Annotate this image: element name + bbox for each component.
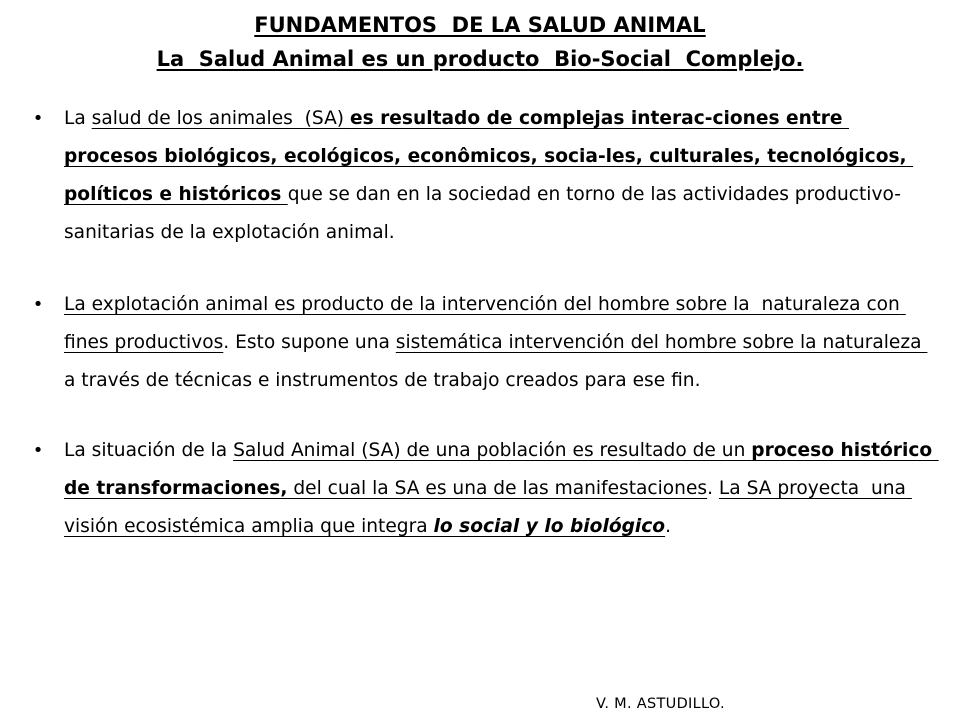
bullet3-text-underlined-2: del cual la SA es una de las manifestaciones [287, 478, 708, 499]
bullet-marker: • [32, 294, 44, 315]
bullet3-text-underlined: Salud Animal (SA) de una población es resultado de un [233, 440, 752, 461]
bullet3-text-bold-underlined: proceso histórico de transformaciones, [64, 440, 939, 499]
bullet2-text-underlined: La explotación animal es producto de la intervención del hombre sobre la naturaleza con fines productivos [64, 294, 906, 353]
bullet2-text-underlined-2: sistemática intervención del hombre sobre la naturaleza [395, 332, 928, 353]
bullet3-text-end: . [665, 516, 672, 537]
bullet3-text-plain: La situación de la [64, 440, 234, 461]
bullet2-text-plain: . Esto supone una [223, 332, 396, 353]
author-signature: V. M. ASTUDILLO. [596, 696, 725, 712]
bullet-item-1 [28, 100, 938, 252]
title-line-2: La Salud Animal es un producto Bio-Social Complejo. [156, 47, 804, 71]
bullet1-text-bold-underlined: es resultado de complejas interac-ciones entre procesos biológicos, ecológicos, econômicos, socia-les, culturales, tecnológicos, políticos e históricos [64, 108, 914, 205]
bullet-item-2 [28, 286, 938, 400]
bullet-marker: • [32, 440, 44, 461]
bullet1-text-underlined: salud de los animales (SA) [91, 108, 350, 129]
slide-title [0, 8, 960, 76]
bullet-item-3 [28, 432, 938, 546]
bullet1-text-rest: que se dan en la sociedad en torno de las actividades productivo-sanitarias de la explotación animal. [64, 184, 901, 243]
bullet3-text-bold-italic: lo social y lo biológico [433, 516, 666, 537]
bullet3-text-underlined-3: La SA proyecta una visión ecosistémica amplia que integra [64, 478, 912, 537]
bullet1-text-plain: La [64, 108, 92, 129]
bullet-marker: • [32, 108, 44, 129]
bullet3-text-plain-2: . [707, 478, 719, 499]
bullet-list [28, 100, 938, 546]
title-line-1: FUNDAMENTOS DE LA SALUD ANIMAL [254, 13, 706, 37]
bullet2-text-rest: a través de técnicas e instrumentos de trabajo creados para ese fin. [64, 370, 701, 391]
